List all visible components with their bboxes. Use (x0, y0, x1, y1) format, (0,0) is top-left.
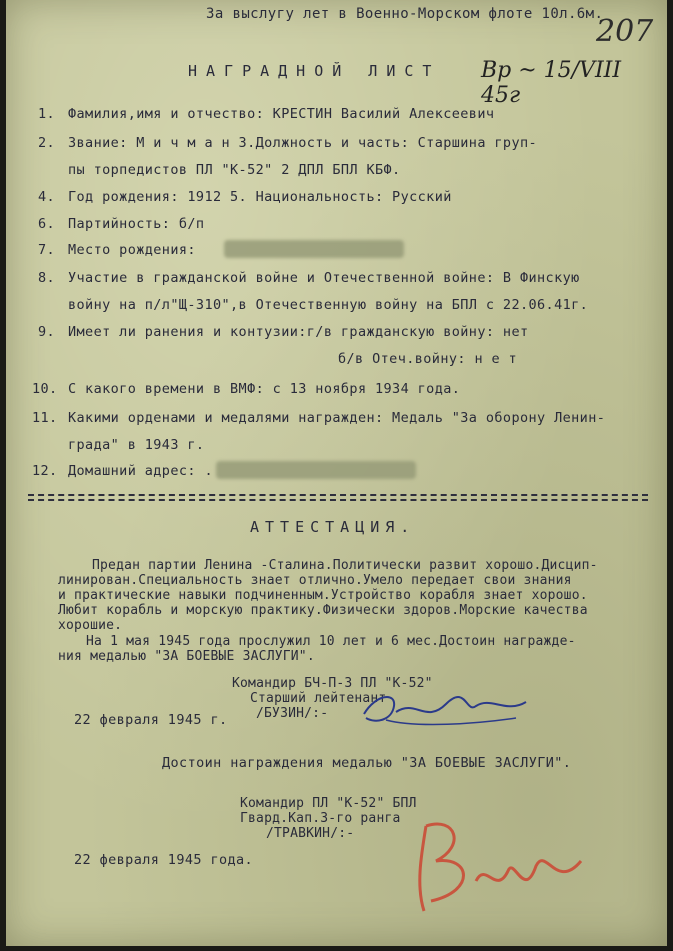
signer2-position: Командир ПЛ "К-52" БПЛ (240, 796, 417, 811)
attestation-line: линирован.Специальность знает отлично.Умело передает свои знания (58, 573, 572, 588)
field-text: Фамилия,имя и отчество: КРЕСТИН Василий Алексеевич (68, 106, 495, 122)
field-num: 4. (38, 189, 56, 205)
attestation-line: и практические навыки подчиненным.Устройство корабля знает хорошо. (58, 588, 588, 603)
section-divider (28, 494, 648, 496)
field-text: Домашний адрес: . (68, 463, 213, 479)
attestation-line: ния медалью "ЗА БОЕВЫЕ ЗАСЛУГИ". (58, 649, 315, 664)
field-text: Место рождения: (68, 242, 196, 258)
conclusion: Достоин награждения медалью "ЗА БОЕВЫЕ ЗАСЛУГИ". (162, 755, 572, 771)
handwritten-mark: Вр ~ 15/VIII 45г (481, 58, 622, 108)
field-num: 8. (38, 270, 56, 286)
signature-buzin (356, 684, 536, 734)
section-divider (28, 499, 648, 501)
field-text: Партийность: б/п (68, 216, 205, 232)
redacted-birthplace (224, 240, 404, 258)
signer1-rank: Старший лейтенант (250, 691, 387, 706)
document-title: НАГРАДНОЙ ЛИСТ (188, 62, 441, 80)
field-text: пы торпедистов ПЛ "К-52" 2 ДПЛ БПЛ КБФ. (68, 162, 401, 178)
attestation-line: хорошие. (58, 618, 123, 633)
signer1-position: Командир БЧ-П-3 ПЛ "К-52" (232, 676, 433, 691)
field-num: 10. (32, 381, 58, 397)
field-num: 9. (38, 324, 56, 340)
field-num: 11. (32, 410, 58, 426)
date-1: 22 февраля 1945 г. (74, 712, 228, 728)
award-sheet (6, 0, 667, 946)
signer2-rank: Гвард.Кап.3-го ранга (240, 811, 401, 826)
attestation-line: На 1 мая 1945 года прослужил 10 лет и 6 мес.Достоин награжде- (86, 634, 576, 649)
field-text: б/в Отеч.войну: н е т (338, 351, 518, 367)
signature-travkin (396, 806, 596, 926)
attestation-line: Предан партии Ленина -Сталина.Политически развит хорошо.Дисцип- (92, 558, 598, 573)
signer2-name: /ТРАВКИН/:- (266, 826, 355, 841)
attestation-line: Любит корабль и морскую практику.Физически здоров.Морские качества (58, 603, 588, 618)
attestation-title: АТТЕСТАЦИЯ. (250, 518, 416, 536)
field-num: 2. (38, 135, 56, 151)
field-text: Участие в гражданской войне и Отечественной войне: В Финскую (68, 270, 580, 286)
field-num: 7. (38, 242, 56, 258)
field-text: С какого времени в ВМФ: с 13 ноября 1934 года. (68, 381, 461, 397)
field-num: 6. (38, 216, 56, 232)
service-note: За выслугу лет в Военно-Морском флоте 10л.6м. (206, 6, 604, 22)
signer1-name: /БУЗИН/:- (256, 706, 329, 721)
field-text: Звание: М и ч м а н 3.Должность и часть: Старшина груп- (68, 135, 538, 151)
field-text: войну на п/л"Щ-310",в Отечественную войну на БПЛ с 22.06.41г. (68, 297, 589, 313)
field-text: Имеет ли ранения и контузии:г/в гражданскую войну: нет (68, 324, 529, 340)
field-text: града" в 1943 г. (68, 437, 205, 453)
date-2: 22 февраля 1945 года. (74, 852, 254, 868)
field-num: 12. (32, 463, 58, 479)
field-num: 1. (38, 106, 56, 122)
field-text: Год рождения: 1912 5. Национальность: Русский (68, 189, 452, 205)
field-text: Какими орденами и медалями награжден: Медаль "За оборону Ленин- (68, 410, 606, 426)
archive-number: 207 (596, 14, 654, 49)
redacted-address (216, 461, 416, 479)
